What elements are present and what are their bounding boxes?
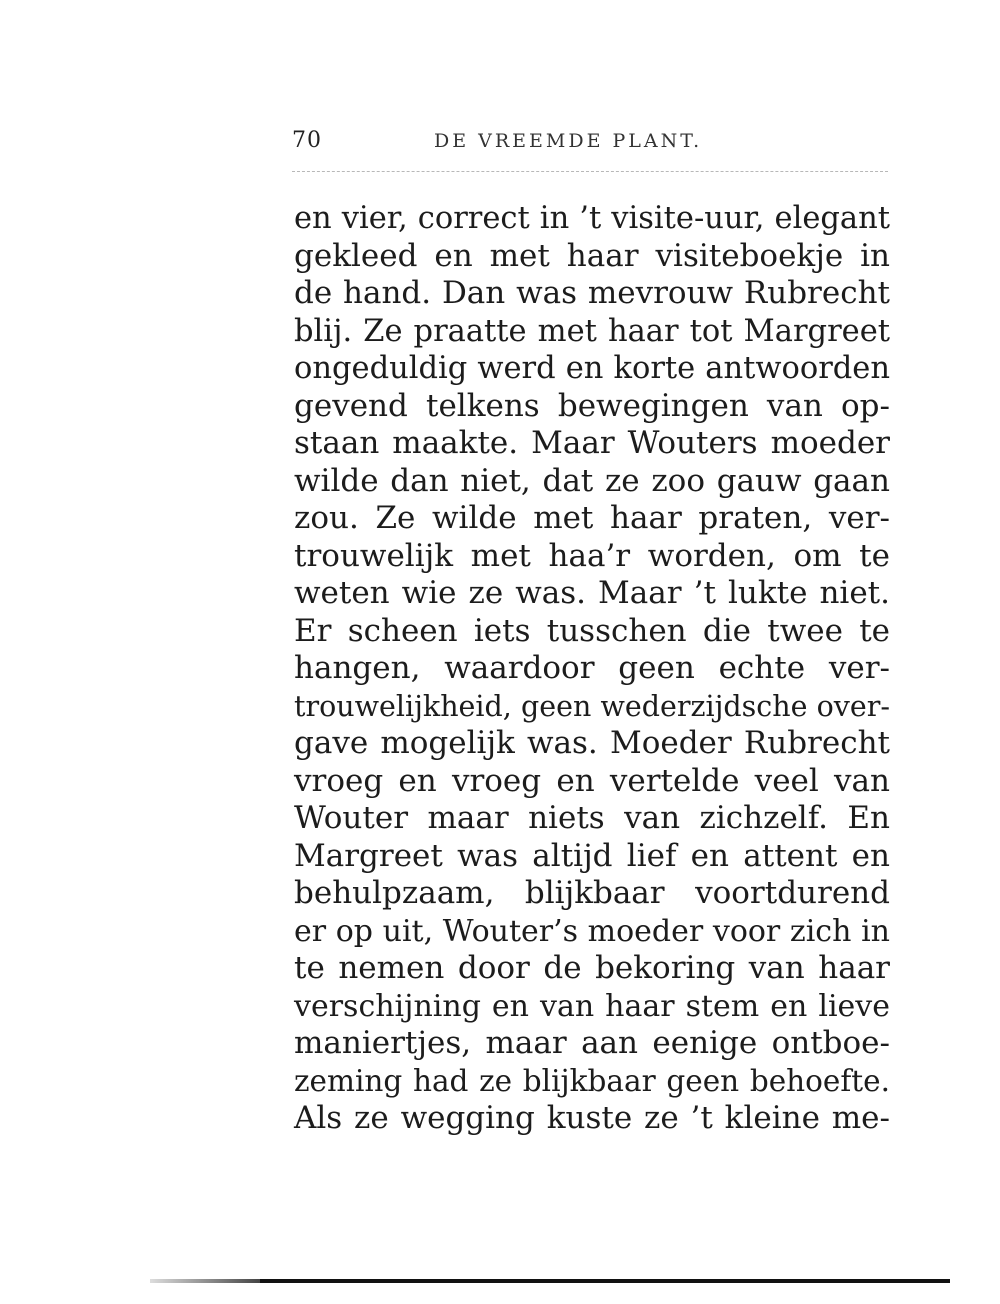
text-line: Margreet was altijd lief en attent en: [294, 837, 890, 874]
text-line: ongeduldig werd en korte antwoorden: [294, 351, 890, 386]
text-line: behulpzaam, blijkbaar voortdurend: [294, 875, 890, 911]
text-line: zou. Ze wilde met haar praten, ver-: [294, 500, 890, 536]
text-line: Er scheen iets tusschen die twee te: [294, 612, 890, 649]
text-line: wilde dan niet, dat ze zoo gauw gaan: [294, 462, 890, 499]
text-line: trouwelijk met haa’r worden, om te: [294, 537, 890, 574]
footer-scan-edge: [150, 1279, 950, 1283]
text-line: en vier, correct in ’t visite-uur, elegant: [294, 201, 890, 236]
footer-scan-edge-fade: [150, 1279, 260, 1283]
text-line: verschijning en van haar stem en lieve: [294, 988, 890, 1024]
text-line: blij. Ze praatte met haar tot Margreet: [294, 313, 890, 349]
text-line: trouwelijkheid, geen wederzijdsche over-: [294, 689, 890, 723]
text-line: weten wie ze was. Maar ’t lukte niet.: [294, 575, 890, 611]
text-line: Als ze wegging kuste ze ’t kleine me-: [294, 1100, 890, 1136]
running-title: DE VREEMDE PLANT.: [434, 130, 703, 152]
text-line: Wouter maar niets van zichzelf. En: [294, 800, 890, 836]
text-line: te nemen door de bekoring van haar: [294, 950, 890, 986]
page-number: 70: [292, 128, 322, 153]
text-line: de hand. Dan was mevrouw Rubrecht: [294, 275, 890, 311]
text-line: gekleed en met haar visiteboekje in: [294, 237, 890, 274]
text-line: vroeg en vroeg en vertelde veel van: [294, 762, 890, 799]
text-line: staan maakte. Maar Wouters moeder: [294, 425, 890, 461]
body-text: [294, 200, 890, 1138]
text-line: zeming had ze blijkbaar geen behoefte.: [294, 1063, 890, 1098]
header-divider: [292, 171, 888, 172]
text-line: gave mogelijk was. Moeder Rubrecht: [294, 725, 890, 761]
text-line: maniertjes, maar aan eenige ontboe-: [294, 1025, 890, 1061]
text-line: hangen, waardoor geen echte ver-: [294, 650, 890, 686]
text-line: gevend telkens bewegingen van op-: [294, 387, 890, 424]
text-line: er op uit, Wouter’s moeder voor zich in: [294, 913, 890, 949]
page-header: [292, 128, 892, 158]
